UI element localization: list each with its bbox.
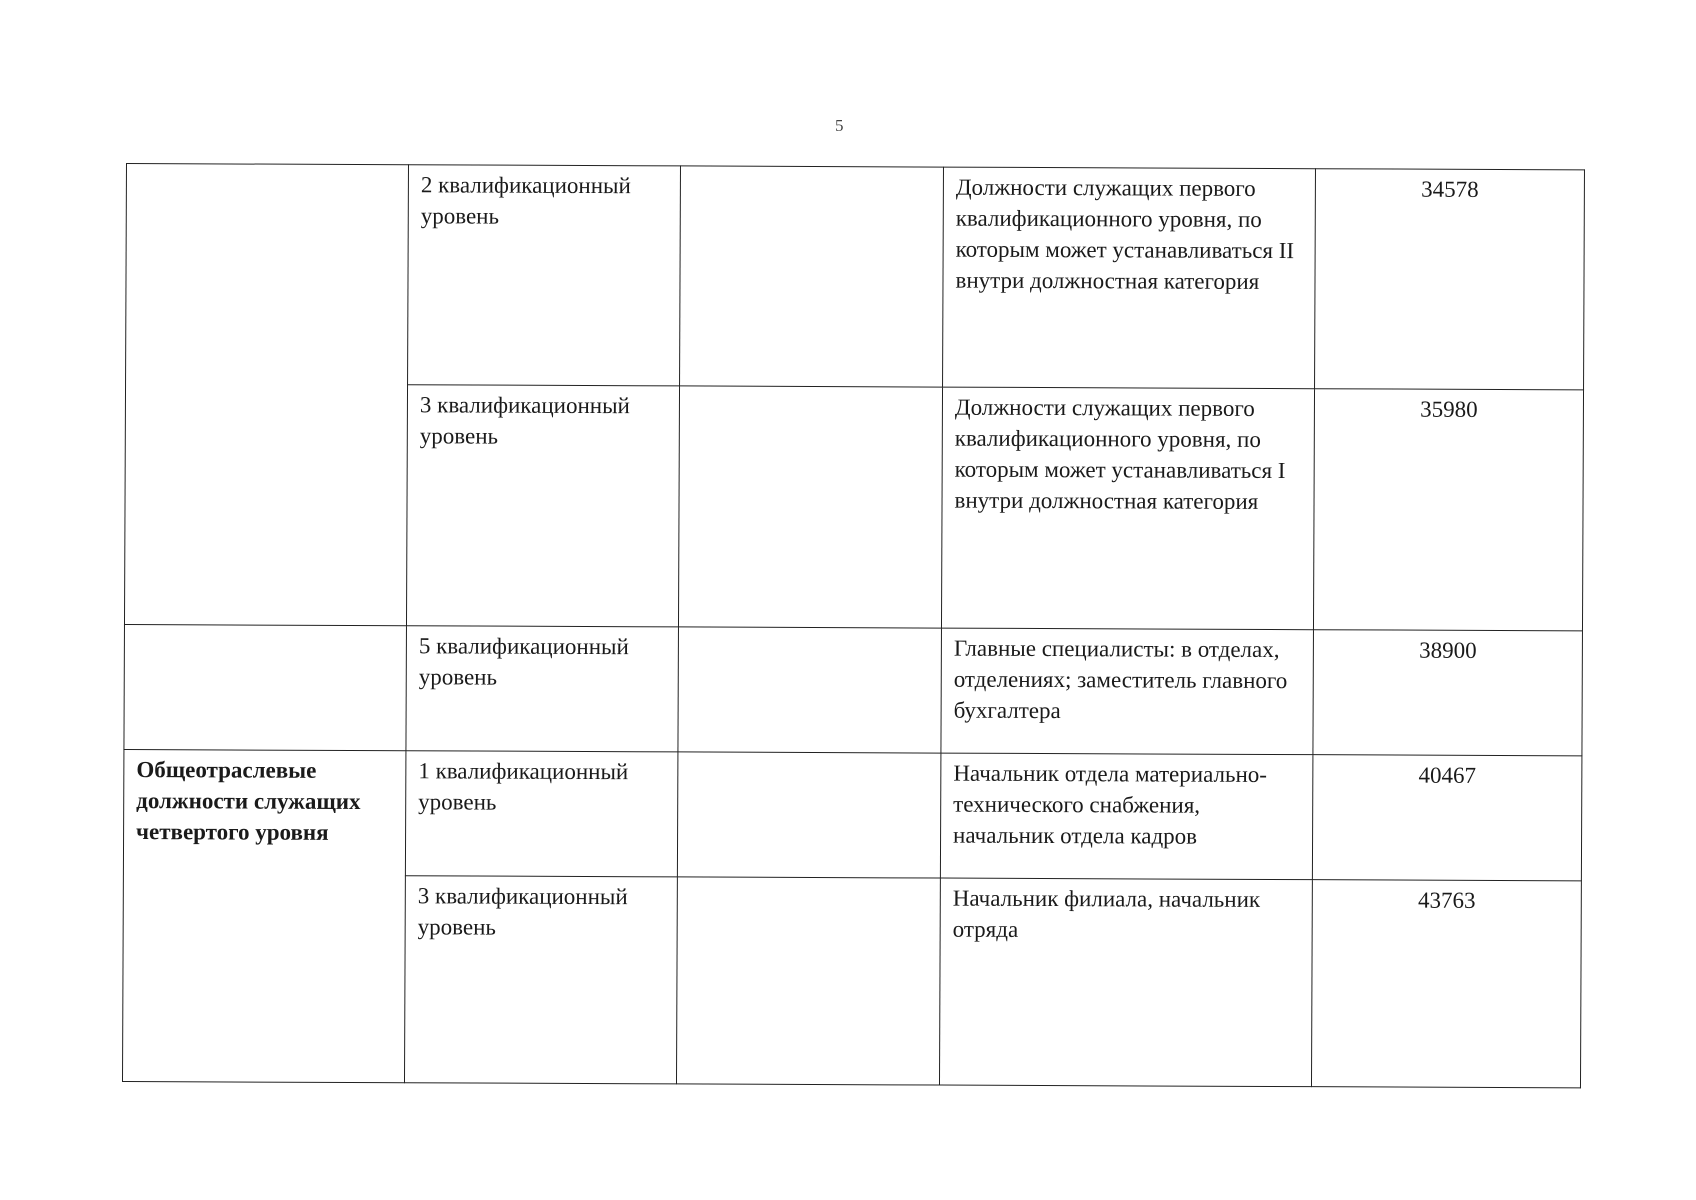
qualification-level-cell: 1 квалификационный уровень bbox=[405, 751, 678, 877]
salary-cell: 38900 bbox=[1313, 630, 1583, 756]
page-number: 5 bbox=[835, 116, 844, 135]
salary-cell: 35980 bbox=[1313, 389, 1583, 631]
empty-cell bbox=[680, 166, 944, 387]
salary-cell: 43763 bbox=[1311, 880, 1581, 1088]
positions-cell: Должности служащих первого квалификационного уровня, по которым может устанавливаться I внутри должностная категория bbox=[941, 387, 1314, 630]
group-cell: Общеотраслевые должности служащих четвертого уровня bbox=[122, 749, 405, 1082]
qualification-level-cell: 3 квалификационный уровень bbox=[404, 876, 677, 1084]
empty-cell bbox=[678, 627, 942, 753]
group-cell bbox=[124, 164, 408, 626]
qualification-level-cell: 5 квалификационный уровень bbox=[406, 626, 679, 752]
empty-cell bbox=[677, 752, 941, 878]
positions-cell: Главные специалисты: в отделах, отделениях; заместитель главного бухгалтера bbox=[941, 628, 1314, 755]
table-row bbox=[124, 624, 1583, 755]
table-row bbox=[123, 749, 1582, 880]
qualification-level-cell: 2 квалификационный уровень bbox=[408, 165, 681, 386]
group-cell bbox=[124, 624, 407, 750]
empty-cell bbox=[678, 386, 942, 628]
salary-cell: 34578 bbox=[1315, 169, 1585, 390]
positions-cell: Начальник филиала, начальник отряда bbox=[939, 878, 1312, 1087]
empty-cell bbox=[676, 877, 940, 1085]
positions-cell: Должности служащих первого квалификационного уровня, по которым может устанавливаться II внутри должностная категория bbox=[943, 167, 1316, 389]
salary-table bbox=[122, 163, 1585, 1088]
qualification-level-cell: 3 квалификационный уровень bbox=[406, 385, 679, 627]
salary-cell: 40467 bbox=[1312, 755, 1582, 881]
table-row bbox=[126, 164, 1585, 390]
positions-cell: Начальник отдела материально-технического снабжения, начальник отдела кадров bbox=[940, 753, 1313, 880]
